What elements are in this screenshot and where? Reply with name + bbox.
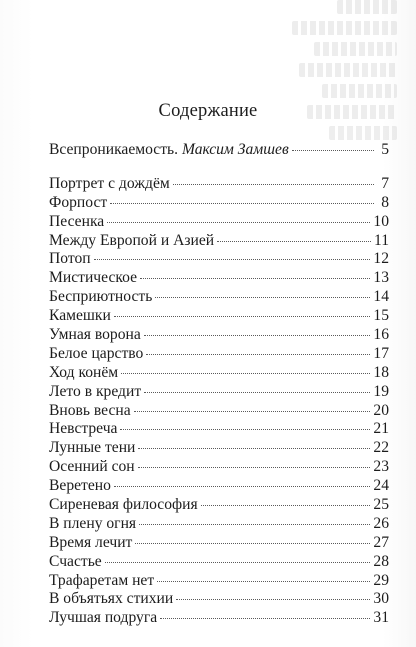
toc-entry-page: 18: [373, 363, 389, 381]
toc-entry-page: 28: [373, 552, 389, 570]
toc-entries: [49, 175, 389, 628]
toc-entry: [49, 326, 389, 345]
page-title: Содержание: [158, 101, 258, 121]
toc-leader-dots: [138, 467, 371, 468]
toc-leader-dots: [138, 448, 370, 449]
toc-entry: [49, 534, 389, 553]
toc-entry-title: Мистическое: [49, 269, 138, 287]
toc-entry-title: Бесприютность: [49, 288, 153, 306]
toc-intro-title: Всепроникаемость.: [49, 141, 179, 158]
toc-entry-title: Время лечит: [49, 533, 133, 551]
toc-entry-title: Камешки: [49, 307, 111, 325]
toc-leader-dots: [140, 278, 370, 279]
toc-leader-dots: [139, 524, 370, 525]
toc-entry-title: Лучшая подруга: [49, 609, 158, 627]
toc-leader-dots: [135, 543, 370, 544]
toc-entry-title: Форпост: [49, 193, 108, 211]
toc-entry-page: 27: [373, 533, 389, 551]
toc-leader-dots: [120, 429, 370, 430]
toc-leader-dots: [114, 486, 370, 487]
toc-entry-title: Невстреча: [49, 420, 118, 438]
toc-entry-page: 15: [373, 307, 389, 325]
toc-entry: [49, 420, 389, 439]
toc-entry-title: Белое царство: [49, 344, 144, 362]
toc-entry-page: 24: [373, 477, 389, 495]
toc-entry-page: 22: [373, 439, 389, 457]
toc-leader-dots: [105, 562, 371, 563]
toc-entry-title: Умная ворона: [49, 326, 141, 344]
toc-leader-dots: [114, 316, 371, 317]
toc-leader-dots: [110, 203, 374, 204]
toc-leader-dots: [155, 297, 370, 298]
toc-entry: [49, 213, 389, 232]
table-of-contents: [49, 141, 389, 628]
toc-leader-dots: [107, 222, 370, 223]
toc-entry-page: 31: [373, 609, 389, 627]
toc-leader-dots: [173, 184, 374, 185]
toc-intro-title-group: [49, 141, 289, 160]
toc-intro-author: Максим Замшев: [181, 141, 289, 158]
toc-intro-page: 5: [381, 141, 389, 158]
toc-entry-page: 17: [373, 344, 389, 362]
toc-entry-page: 30: [373, 590, 389, 608]
show-through-text: [254, 0, 404, 160]
toc-entry-page: 13: [373, 269, 389, 287]
toc-entry: [49, 232, 389, 251]
toc-entry: [49, 175, 389, 194]
toc-entry: [49, 364, 389, 383]
toc-leader-dots: [134, 411, 371, 412]
toc-entry: [49, 515, 389, 534]
toc-entry-title: Потоп: [49, 250, 91, 268]
toc-entry: [49, 477, 389, 496]
toc-entry-page: 26: [373, 514, 389, 532]
toc-entry-title: Лунные тени: [49, 439, 136, 457]
toc-leader-dots: [201, 505, 371, 506]
toc-intro-entry: [49, 141, 389, 160]
toc-entry: [49, 288, 389, 307]
toc-entry-page: 11: [373, 231, 389, 249]
toc-entry-page: 21: [373, 420, 389, 438]
toc-entry-page: 23: [373, 458, 389, 476]
toc-entry: [49, 458, 389, 477]
toc-leader-dots: [217, 241, 371, 242]
toc-entry-page: 14: [373, 288, 389, 306]
toc-entry: [49, 553, 389, 572]
toc-entry: [49, 439, 389, 458]
toc-leader-dots: [94, 259, 371, 260]
toc-entry: [49, 269, 389, 288]
toc-leader-dots: [157, 581, 370, 582]
toc-entry-title: Песенка: [49, 212, 105, 230]
toc-entry: [49, 590, 389, 609]
toc-entry-title: В плену огня: [49, 514, 137, 532]
toc-entry-page: 29: [373, 571, 389, 589]
toc-entry-page: 19: [373, 382, 389, 400]
toc-entry-title: Портрет с дождём: [49, 174, 170, 192]
toc-entry-title: Веретено: [49, 477, 111, 495]
toc-entry-title: Счастье: [49, 552, 102, 570]
toc-entry: [49, 496, 389, 515]
toc-entry-title: Ход конём: [49, 363, 119, 381]
toc-entry-page: 12: [373, 250, 389, 268]
toc-entry: [49, 194, 389, 213]
toc-entry-title: Лето в кредит: [49, 382, 142, 400]
toc-entry-title: Между Европой и Азией: [49, 231, 215, 249]
toc-entry-page: 20: [373, 401, 389, 419]
toc-entry-title: Сиреневая философия: [49, 496, 198, 514]
toc-entry-page: 8: [381, 193, 389, 211]
toc-leader-dots: [146, 354, 370, 355]
toc-entry: [49, 250, 389, 269]
toc-entry: [49, 402, 389, 421]
toc-entry: [49, 572, 389, 591]
toc-spacer: [49, 160, 389, 175]
toc-leader-dots: [144, 335, 371, 336]
toc-leader-dots: [121, 373, 370, 374]
toc-entry-page: 25: [373, 496, 389, 514]
toc-entry-title: Вновь весна: [49, 401, 131, 419]
toc-entry-page: 10: [373, 212, 389, 230]
toc-leader-dots: [292, 150, 374, 151]
toc-entry: [49, 307, 389, 326]
toc-entry-title: Осенний сон: [49, 458, 135, 476]
toc-entry-page: 16: [373, 326, 389, 344]
toc-entry: [49, 609, 389, 628]
toc-entry-page: 7: [381, 174, 389, 192]
toc-entry: [49, 345, 389, 364]
toc-entry-title: Трафаретам нет: [49, 571, 155, 589]
toc-leader-dots: [176, 599, 370, 600]
toc-entry-title: В объятьях стихии: [49, 590, 174, 608]
toc-entry: [49, 383, 389, 402]
toc-leader-dots: [160, 618, 370, 619]
toc-leader-dots: [144, 392, 370, 393]
